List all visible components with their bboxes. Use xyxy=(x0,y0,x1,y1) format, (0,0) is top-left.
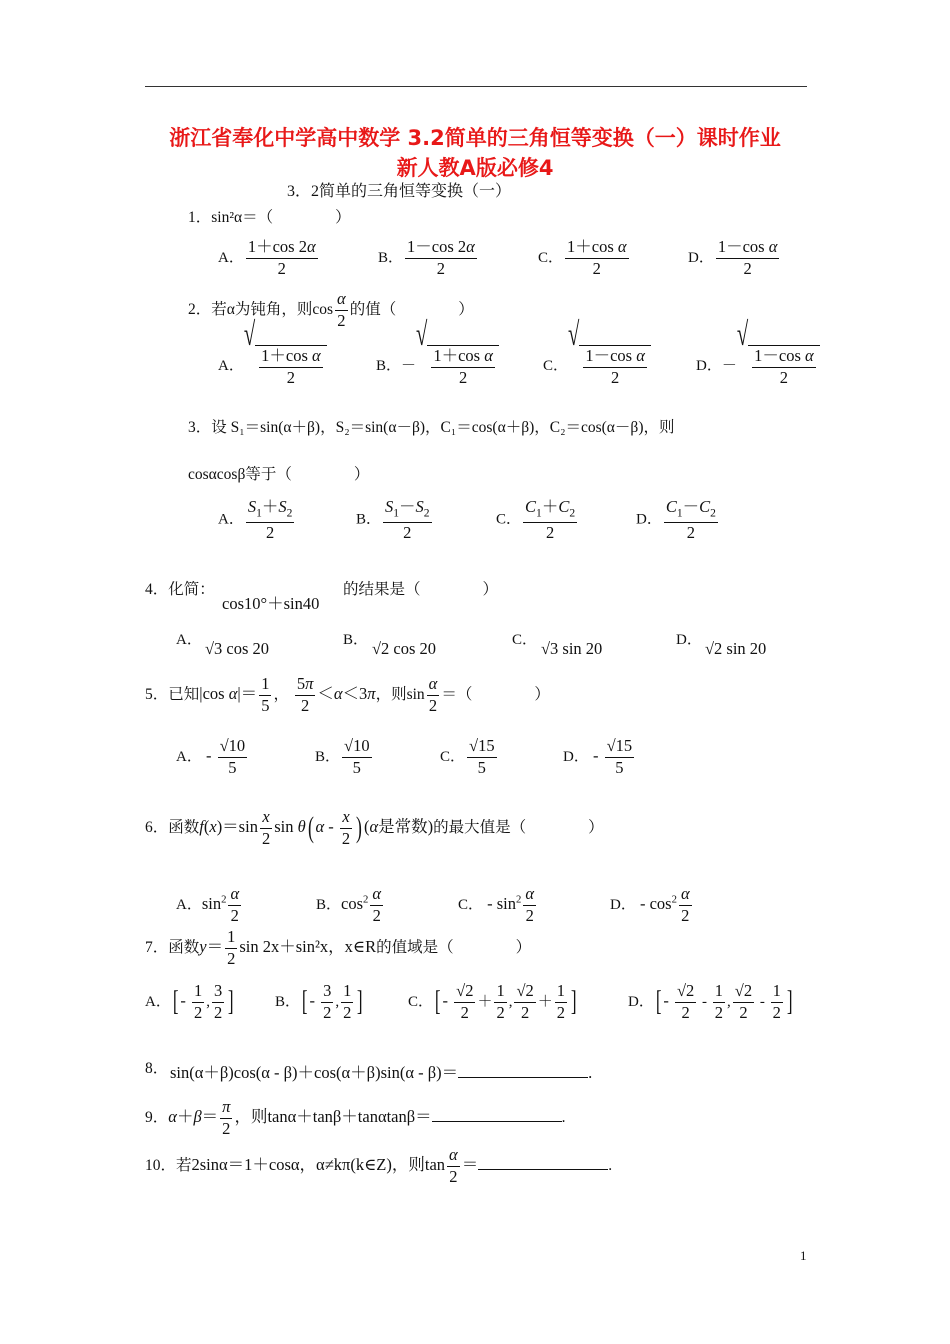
q1-option-a: A． $\frac{1+\cos 2\alpha}{2}$ xyxy=(218,237,316,278)
header-rule xyxy=(145,86,807,87)
q2-option-b: B．－ √ $\frac{\text{1＋cos α}}{2}$ xyxy=(376,345,499,388)
q6-option-d: D． - $\cos^2$ $\frac{\alpha}{2}$ xyxy=(610,884,690,925)
q3-stem-line2: cosαcosβ等于（ ） xyxy=(188,466,370,483)
q4-option-a-value: √3 cos 20 xyxy=(205,639,270,658)
q4-option-a: A． xyxy=(176,632,202,648)
q8-num: 8． xyxy=(145,1060,169,1077)
q4-stem: 4．化简： xyxy=(145,581,215,598)
q3-option-c: C． $\frac{C_1+C_2}{2}$ xyxy=(496,497,576,542)
q3-option-a: A． $\frac{S_1+S_2}{2}$ xyxy=(218,497,293,542)
q5-option-c: C． $\frac{√15}{5}$ xyxy=(440,736,495,777)
q4-option-d: D． xyxy=(676,632,702,648)
q4-option-d-value: √2 sin 20 xyxy=(705,639,767,658)
doc-title-line2: 新人教A版必修4 xyxy=(396,156,554,180)
q5-option-a: A． - $\frac{√10}{5}$ xyxy=(176,736,246,777)
q8-answer-blank[interactable] xyxy=(458,1063,588,1078)
q4-post: 的结果是（ ） xyxy=(343,581,499,598)
q7-stem: 7．函数y＝ $\frac{1}{2}$ sin 2x＋sin²x，x∈R的值域是（ ） xyxy=(145,927,532,968)
q5-option-d: D． - $\frac{√15}{5}$ xyxy=(563,736,633,777)
q6-option-c: C． - $\sin^2$ $\frac{\alpha}{2}$ xyxy=(458,884,535,925)
q3-option-d: D． $\frac{C_1-C_2}{2}$ xyxy=(636,497,716,542)
q8-expression: sin(α＋β)cos(α - β)＋cos(α＋β)sin(α - β)＝ . xyxy=(170,1063,593,1082)
page-number: 1 xyxy=(800,1248,807,1263)
q1-option-d: D． $\frac{\text{1－cos α}}{2}$ xyxy=(688,237,778,278)
q2-option-a: A． √ $\frac{\text{1＋cos α}}{2}$ xyxy=(218,345,327,388)
q1-option-b: B． $\frac{1-\cos 2\alpha}{2}$ xyxy=(378,237,475,278)
q2-option-c: C． √ $\frac{\text{1－cos α}}{2}$ xyxy=(543,345,651,388)
q7-option-a: A．[ - $\frac{1}{2}$ , $\frac{3}{2}$ ] xyxy=(145,981,234,1022)
doc-title-line1: 浙江省奉化中学高中数学 3.2简单的三角恒等变换（一）课时作业 xyxy=(169,126,781,150)
q4-option-b-value: √2 cos 20 xyxy=(372,639,437,658)
q10-stem: 10．若2sinα＝1＋cosα，α≠kπ(k∈Z)，则tan $\frac{\alpha}{2}$ ＝ . xyxy=(145,1145,613,1186)
q7-option-c: C．[ - $\frac{√2}{2}$ ＋ $\frac{1}{2}$ , $\frac{√2}{2}$ ＋ $\frac{1}{2}$ ] xyxy=(408,981,577,1022)
q1-stem: 1．sin²α＝（ ） xyxy=(188,209,351,226)
q1-option-c: C． $\frac{\text{1＋cos α}}{2}$ xyxy=(538,237,627,278)
q7-option-b: B．[ - $\frac{3}{2}$ , $\frac{1}{2}$ ] xyxy=(275,981,363,1022)
q6-option-a: A．$\sin^2$ $\frac{\alpha}{2}$ xyxy=(176,884,240,925)
q4-expression: cos10°＋sin40 xyxy=(222,594,320,613)
q2-stem: 2．若α为钝角，则cos $\frac{\alpha}{2}$ 的值（ ） xyxy=(188,289,474,330)
q6-option-b: B．$\cos^2$ $\frac{\alpha}{2}$ xyxy=(316,884,382,925)
q3-stem: 3．设 S₁＝sin(α＋β)，S₂＝sin(α－β)，C₁＝cos(α＋β)，C₂＝cos(α－β)，则 xyxy=(188,419,675,436)
q6-stem: 6．函数f(x)＝sin $\frac{x}{2}$ sin θ( α - $\frac{x}{2}$ ) (α是常数)的最大值是（ ） xyxy=(145,807,604,848)
q2-option-d: D．－ √ $\frac{\text{1－cos α}}{2}$ xyxy=(696,345,820,388)
q10-answer-blank[interactable] xyxy=(478,1155,608,1170)
q4-option-c: C． xyxy=(512,632,538,648)
q3-option-b: B． $\frac{S_1-S_2}{2}$ xyxy=(356,497,430,542)
q9-answer-blank[interactable] xyxy=(432,1107,562,1122)
q5-option-b: B． $\frac{√10}{5}$ xyxy=(315,736,370,777)
q7-option-d: D．[ - $\frac{√2}{2}$ - $\frac{1}{2}$ , $\frac{√2}{2}$ - $\frac{1}{2}$ ] xyxy=(628,981,793,1022)
q4-option-b: B． xyxy=(343,632,369,648)
section-subtitle: 3．2简单的三角恒等变换（一） xyxy=(287,183,512,200)
q5-stem: 5．已知|cos α|＝ $\frac{1}{5}$ ， $\frac{5\pi}{2}$ ＜α＜3π，则sin $\frac{\alpha}{2}$ ＝（ ） xyxy=(145,674,550,715)
q9-stem: 9．α＋β＝ $\frac{\pi}{2}$ ，则tanα＋tanβ＋tanαtanβ＝ . xyxy=(145,1097,566,1138)
q4-option-c-value: √3 sin 20 xyxy=(541,639,603,658)
